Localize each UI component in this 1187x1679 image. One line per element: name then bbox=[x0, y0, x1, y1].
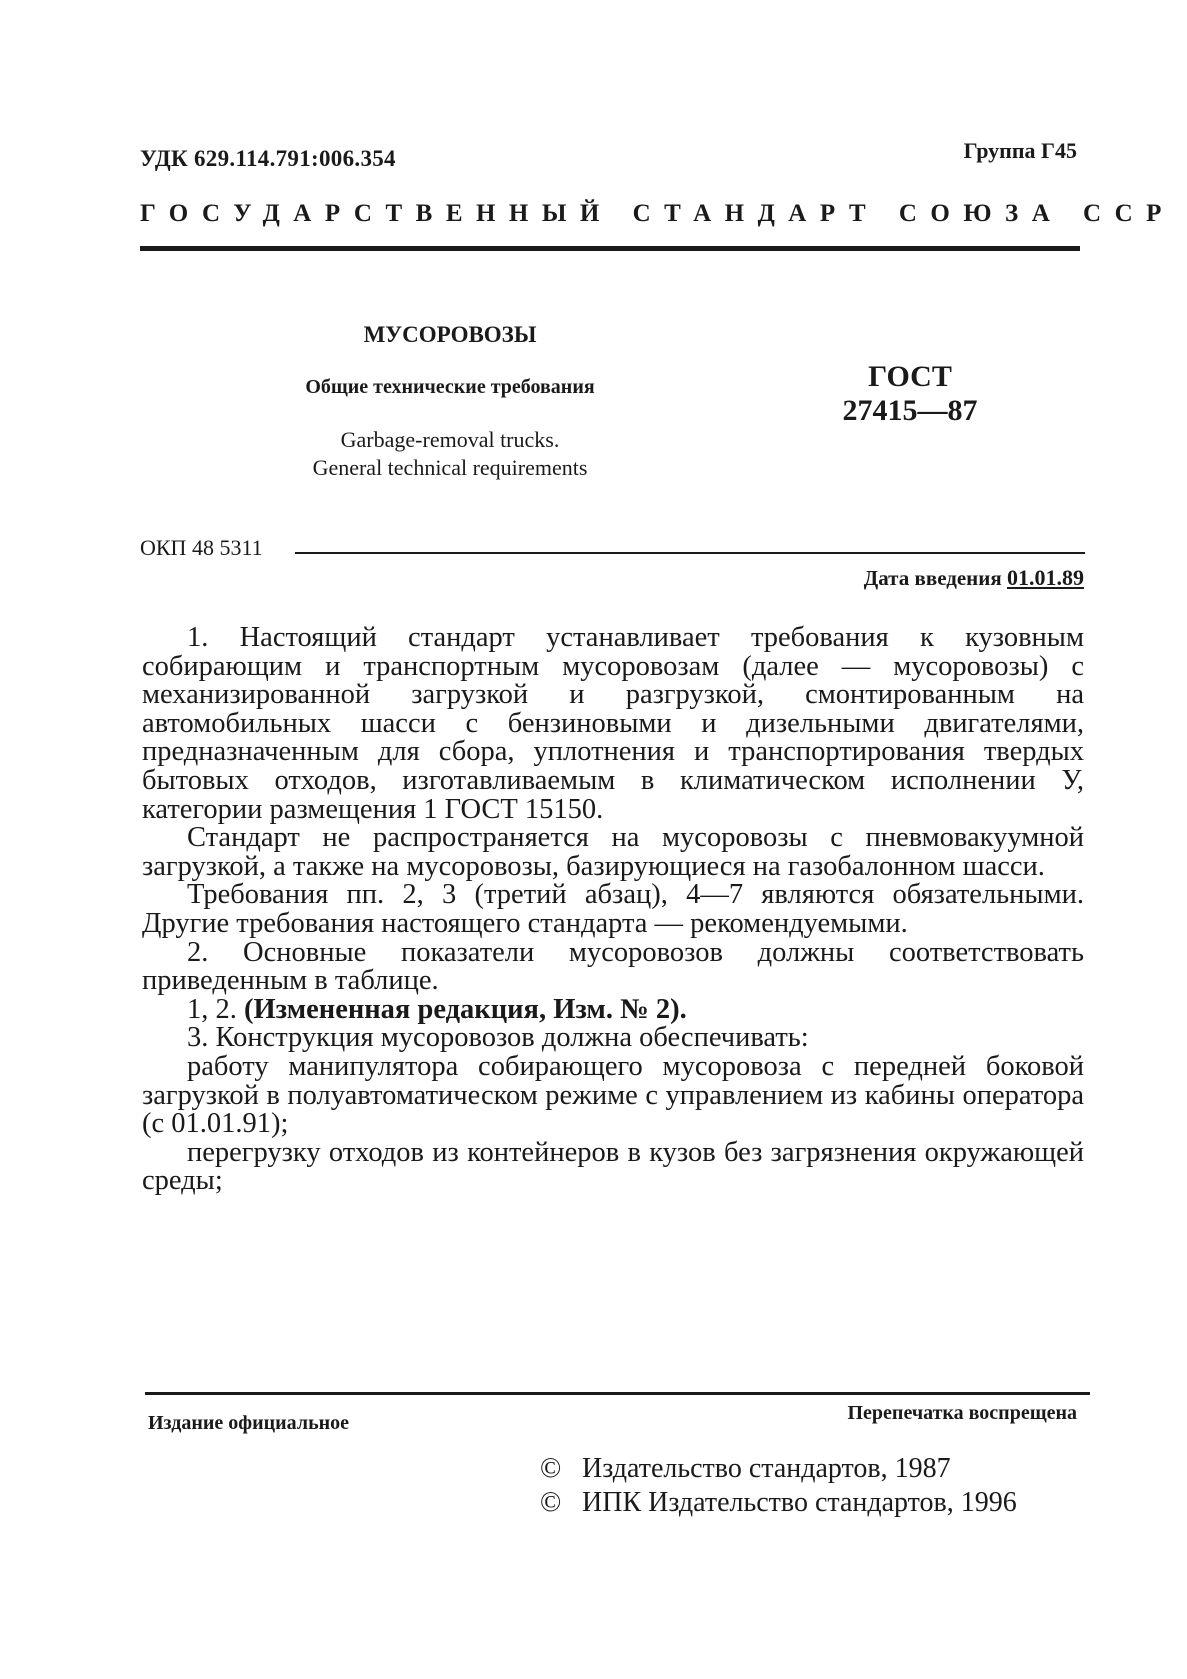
gost-number: 27415—87 bbox=[842, 394, 978, 427]
document-title: МУСОРОВОЗЫ bbox=[363, 322, 537, 347]
paragraph-5 bbox=[142, 993, 1084, 1025]
copyright-line-1 bbox=[540, 1452, 1017, 1486]
date-label: Дата введения bbox=[863, 566, 1002, 590]
gost-label: ГОСТ bbox=[868, 360, 952, 393]
copyright-text-1: Издательство стандартов, 1987 bbox=[582, 1453, 951, 1484]
paragraph-7: работу манипулятора собирающего мусоровоза с передней боковой загрузкой в полуавтоматическом режиме с управлением из кабины оператора (с 01.01.91); bbox=[142, 1050, 1084, 1140]
copyright-icon: © bbox=[540, 1453, 562, 1484]
okp-divider bbox=[295, 552, 1085, 554]
date-value: 01.01.89 bbox=[1007, 565, 1084, 590]
introduction-date bbox=[864, 565, 1084, 591]
paragraph-3: Требования пп. 2, 3 (третий абзац), 4—7 являются обязательными. Другие требования настоящего стандарта — рекомендуемыми. bbox=[142, 879, 1084, 939]
okp-code: ОКП 48 5311 bbox=[140, 535, 263, 560]
reprint-prohibited: Перепечатка воспрещена bbox=[847, 1402, 1077, 1424]
english-title-line1: Garbage-removal trucks. bbox=[340, 427, 560, 452]
document-subtitle: Общие технические требования bbox=[305, 376, 595, 398]
state-standard-heading: ГОСУДАРСТВЕННЫЙ СТАНДАРТ СОЮЗА ССР bbox=[140, 200, 1175, 227]
paragraph-4: 2. Основные показатели мусоровозов должны соответствовать приведенным в таблице. bbox=[142, 936, 1084, 997]
paragraph-2: Стандарт не распространяется на мусоровозы с пневмовакуумной загрузкой, а также на мусоровозы, базирующиеся на газобалонном шасси. bbox=[142, 822, 1084, 882]
paragraph-5-number: 1, 2. bbox=[187, 993, 237, 1025]
paragraph-1: 1. Настоящий стандарт устанавливает требования к кузовным собирающим и транспортным мусоровозам (далее — мусоровозы) с механизированной загрузкой и разгрузкой, смонтированным на автомобильных шасси с бензиновыми и дизельными двигателями, предназначенным для сбора, уплотнения и транспортирования твердых бытовых отходов, изготавливаемым в климатическом исполнении У, категории размещения 1 ГОСТ 15150. bbox=[142, 622, 1084, 825]
paragraph-6: 3. Конструкция мусоровозов должна обеспечивать: bbox=[187, 1022, 809, 1054]
group-code: Группа Г45 bbox=[963, 138, 1077, 163]
header-divider bbox=[140, 246, 1080, 251]
english-title-line2: General technical requirements bbox=[312, 455, 588, 480]
gost-designation bbox=[830, 360, 990, 428]
amendment-note: (Измененная редакция, Изм. № 2). bbox=[244, 993, 687, 1025]
footer-divider bbox=[145, 1392, 1090, 1395]
copyright-block bbox=[540, 1452, 1017, 1520]
paragraph-8: перегрузку отходов из контейнеров в кузов без загрязнения окружающей среды; bbox=[142, 1136, 1084, 1197]
official-edition: Издание официальное bbox=[148, 1412, 350, 1434]
copyright-line-2 bbox=[540, 1486, 1017, 1520]
english-title bbox=[270, 426, 630, 482]
udk-code: УДК 629.114.791:006.354 bbox=[140, 146, 396, 171]
copyright-text-2: ИПК Издательство стандартов, 1996 bbox=[582, 1487, 1017, 1518]
copyright-icon: © bbox=[540, 1487, 562, 1518]
document-body bbox=[142, 624, 1084, 1196]
